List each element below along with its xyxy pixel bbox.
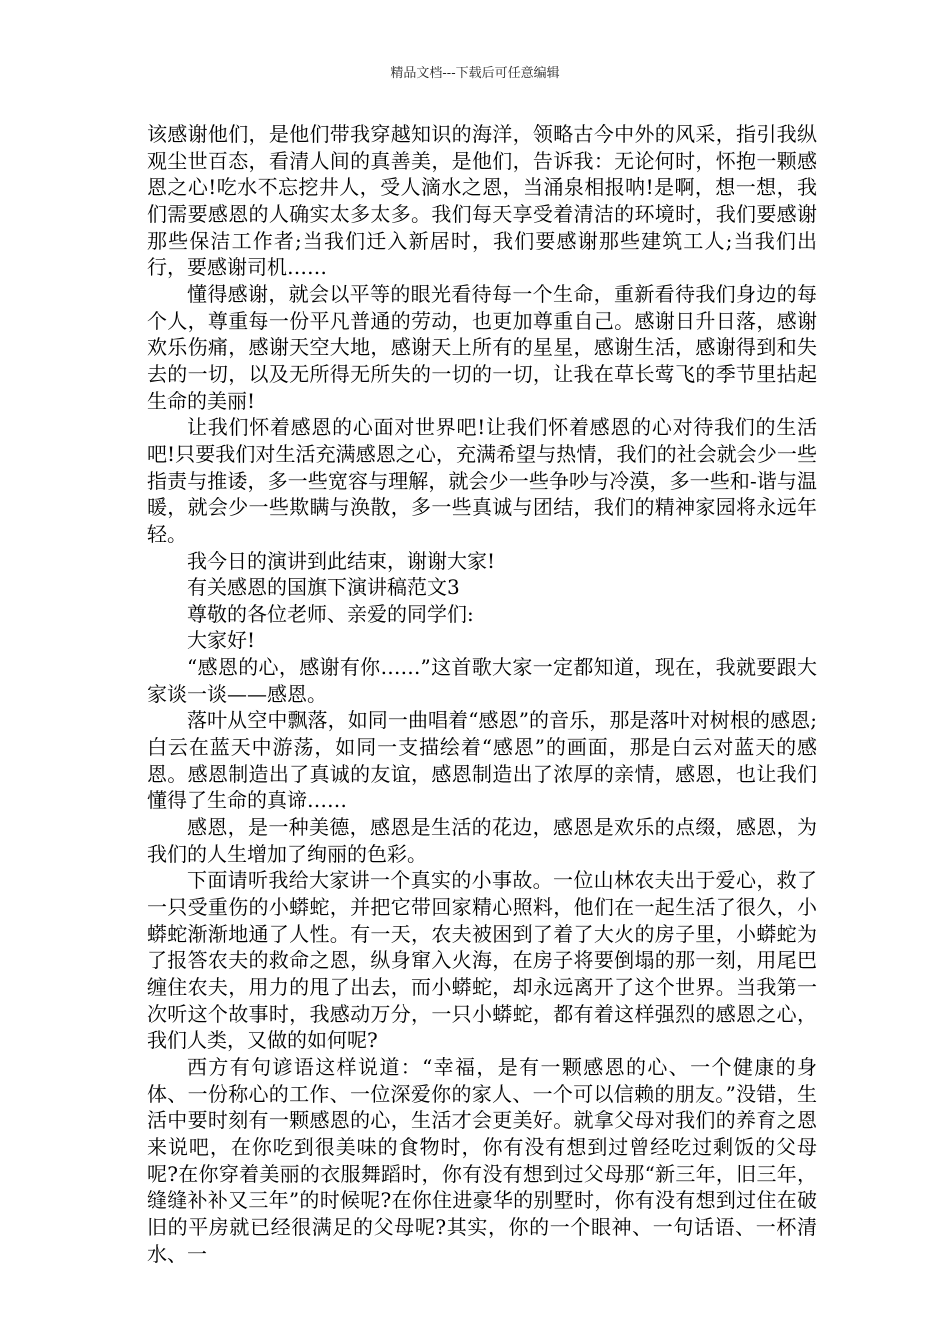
document-body [147,121,817,1267]
salutation: 尊敬的各位老师、亲爱的同学们: [187,601,474,626]
page-header: 精品文档---下载后可任意编辑 [390,66,560,81]
paragraph-8: “感恩的心，感谢有你……”这首歌大家一定都知道，现在，我就要跟大家谈一谈——感恩。 [147,655,817,706]
paragraph-10: 感恩，是一种美德，感恩是生活的花边，感恩是欢乐的点缀，感恩，为我们的人生增加了绚丽的色彩。 [147,815,817,866]
paragraph-12: 西方有句谚语这样说道：“幸福，是有一颗感恩的心、一个健康的身体、一份称心的工作、一位深爱你的家人、一个可以信赖的朋友。”没错，生活中要时刻有一颗感恩的心，生活才会更美好。就拿父母对我们的养育之恩来说吧，在你吃到很美味的食物时，你有没有想到过曾经吃过剩饭的父母呢?在你穿着美丽的衣服舞蹈时，你有没有想到过父母那“新三年，旧三年，缝缝补补又三年”的时候呢?在你住进豪华的别墅时，你有没有想到过住在破旧的平房就已经很满足的父母呢?其实，你的一个眼神、一句话语、一杯清水、一 [147,1054,817,1266]
section-title: 有关感恩的国旗下演讲稿范文3 [187,575,460,600]
greeting: 大家好! [187,628,256,653]
paragraph-11: 下面请听我给大家讲一个真实的小事故。一位山林农夫出于爱心，救了一只受重伤的小蟒蛇，并把它带回家精心照料，他们在一起生活了很久，小蟒蛇渐渐地通了人性。有一天，农夫被困到了着了大火的房子里，小蟒蛇为了报答农夫的救命之恩，纵身窜入火海，在房子将要倒塌的那一刻，用尾巴缠住农夫，用力的甩了出去，而小蟒蛇，却永远离开了这个世界。当我第一次听这个故事时，我感动万分，一只小蟒蛇，都有着这样强烈的感恩之心，我们人类，又做的如何呢? [147,868,817,1053]
closing-line: 我今日的演讲到此结束，谢谢大家! [187,548,496,573]
paragraph-1: 该感谢他们，是他们带我穿越知识的海洋，领略古今中外的风采，指引我纵观尘世百态，看清人间的真善美，是他们，告诉我：无论何时，怀抱一颗感恩之心!吃水不忘挖井人，受人滴水之恩，当涌泉相报呐!是啊，想一想，我们需要感恩的人确实太多太多。我们每天享受着清洁的环境时，我们要感谢那些保洁工作者;当我们迁入新居时，我们要感谢那些建筑工人;当我们出行，要感谢司机…… [147,122,817,280]
paragraph-3: 让我们怀着感恩的心面对世界吧!让我们怀着感恩的心对待我们的生活吧!只要我们对生活充满感恩之心，充满希望与热情，我们的社会就会少一些指责与推诿，多一些宽容与理解，就会少一些争吵与冷漠，多一些和-谐与温暖，就会少一些欺瞒与涣散，多一些真诚与团结，我们的精神家园将永远年轻。 [147,415,817,546]
paragraph-2: 懂得感谢，就会以平等的眼光看待每一个生命，重新看待我们身边的每个人，尊重每一份平凡普通的劳动，也更加尊重自己。感谢日升日落，感谢欢乐伤痛，感谢天空大地，感谢天上所有的星星，感谢生活，感谢得到和失去的一切，以及无所得无所失的一切的一切，让我在草长莺飞的季节里拈起生命的美丽! [147,281,817,413]
paragraph-9: 落叶从空中飘落，如同一曲唱着“感恩”的音乐，那是落叶对树根的感恩;白云在蓝天中游荡，如同一支描绘着“感恩”的画面，那是白云对蓝天的感恩。感恩制造出了真诚的友谊，感恩制造出了浓厚的亲情，感恩，也让我们懂得了生命的真谛…… [147,708,817,813]
